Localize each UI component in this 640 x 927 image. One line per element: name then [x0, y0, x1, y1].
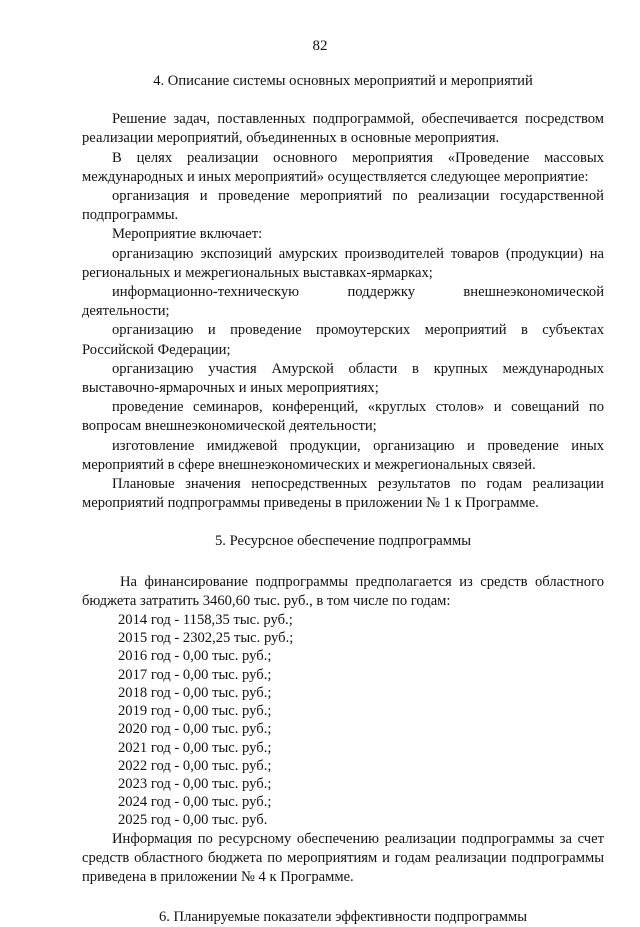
section-4-paragraph: Плановые значения непосредственных результатов по годам реализации мероприятий подпрограммы приведены в приложении № 1 к Программе.	[82, 476, 604, 512]
year-funding-line: 2015 год - 2302,25 тыс. руб.;	[118, 630, 294, 647]
year-funding-line: 2020 год - 0,00 тыс. руб.;	[118, 721, 272, 738]
year-funding-line: 2024 год - 0,00 тыс. руб.;	[118, 794, 272, 811]
year-funding-line: 2014 год - 1158,35 тыс. руб.;	[118, 612, 293, 629]
section-4-item: информационно-техническую поддержку внешнеэкономической деятельности;	[82, 284, 604, 320]
section-4-heading: 4. Описание системы основных мероприятий и мероприятий	[153, 73, 533, 89]
section-4-paragraph: Решение задач, поставленных подпрограммой, обеспечивается посредством реализации мероприятий, объединенных в основные мероприятия.	[82, 111, 604, 147]
section-6-heading: 6. Планируемые показатели эффективности подпрограммы	[158, 909, 528, 926]
year-funding-line: 2022 год - 0,00 тыс. руб.;	[118, 757, 272, 774]
year-funding-line: 2025 год - 0,00 тыс. руб.	[118, 812, 268, 829]
year-funding-line: 2016 год - 0,00 тыс. руб.;	[118, 648, 272, 665]
year-funding-line: 2018 год - 0,00 тыс. руб.;	[118, 684, 272, 701]
year-funding-line: 2021 год - 0,00 тыс. руб.;	[118, 739, 272, 756]
year-funding-line: 2019 год - 0,00 тыс. руб.;	[118, 703, 272, 720]
section-4-paragraph: В целях реализации основного мероприятия «Проведение массовых международных и иных мероприятий» осуществляется следующее мероприятие:	[82, 149, 604, 185]
section-4-item: организацию и проведение промоутерских мероприятий в субъектах Российской Федерации;	[82, 322, 604, 358]
section-4-paragraph: Мероприятие включает:	[112, 226, 263, 243]
year-funding-line: 2017 год - 0,00 тыс. руб.;	[118, 666, 272, 683]
section-4-item: организацию участия Амурской области в крупных международных выставочно-ярмарочных и иных мероприятиях;	[82, 360, 604, 397]
section-4-item: организацию экспозиций амурских производителей товаров (продукции) на региональных и межрегиональных выставках-ярмарках;	[82, 245, 604, 281]
section-4-item: проведение семинаров, конференций, «круглых столов» и совещаний по вопросам внешнеэкономической деятельности;	[82, 399, 604, 435]
section-5-heading: 5. Ресурсное обеспечение подпрограммы	[214, 533, 471, 550]
financing-by-year-list	[82, 611, 604, 829]
page-content	[82, 64, 604, 927]
section-4-item: организация и проведение мероприятий по реализации государственной подпрограммы.	[82, 188, 604, 224]
financing-closing-paragraph: Информация по ресурсному обеспечению реализации подпрограммы за счет средств областного бюджета по мероприятиям и годам реализации подпрограммы приведена в приложении № 4 к Программе.	[82, 830, 604, 885]
financing-intro: На финансирование подпрограммы предполагается из средств областного бюджета затратить 3460,60 тыс. руб., в том числе по годам:	[82, 573, 604, 609]
page-number: 82	[312, 38, 328, 54]
section-4-item: изготовление имиджевой продукции, организацию и проведение иных мероприятий в сфере внешнеэкономических и межрегиональных связей.	[82, 437, 604, 473]
year-funding-line: 2023 год - 0,00 тыс. руб.;	[118, 775, 272, 792]
